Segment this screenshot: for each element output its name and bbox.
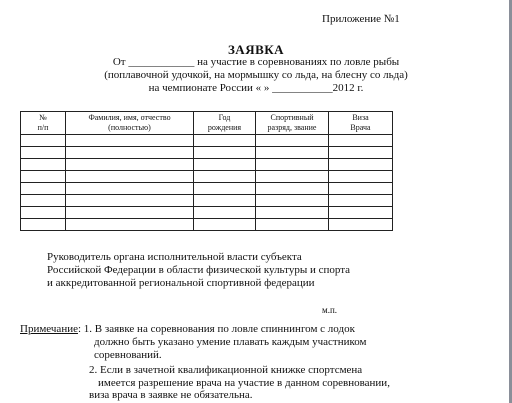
note-item-1-line-1 [20, 323, 355, 335]
note-item-2-line-3: виза врача в заявке не обязательна. [89, 389, 253, 401]
table-row [21, 135, 393, 147]
signature-line-1: Руководитель органа исполнительной власти субъекта [47, 251, 302, 263]
table-row [21, 195, 393, 207]
column-header-full-name: Фамилия, имя, отчество (полностью) [66, 112, 194, 135]
column-header-number: № п/п [21, 112, 66, 135]
column-header-doctor-visa: Виза Врача [329, 112, 393, 135]
note-item-2-line-2: имеется разрешение врача на участие в данном соревновании, [98, 377, 390, 389]
note-label: Примечание [20, 323, 78, 335]
table-header-row [21, 112, 393, 135]
table-row [21, 147, 393, 159]
table-row [21, 171, 393, 183]
stamp-place-label: м.п. [322, 305, 338, 315]
signature-line-3: и аккредитованной региональной спортивной федерации [47, 277, 315, 289]
column-header-sport-rank: Спортивный разряд, звание [256, 112, 329, 135]
header-line-2: (поплавочной удочкой, на мормышку со льда, на блесну со льда) [104, 69, 408, 81]
header-line-3: на чемпионате России « » ___________2012 г. [148, 82, 364, 94]
table-row [21, 183, 393, 195]
table-row [21, 207, 393, 219]
note-item-1-line-2: должно быть указано умение плавать каждым участником [94, 336, 367, 348]
document-title: ЗАЯВКА [227, 42, 285, 57]
column-header-birth-year: Год рождения [194, 112, 256, 135]
header-line-1: От ____________ на участие в соревнованиях по ловле рыбы [112, 56, 400, 68]
appendix-label: Приложение №1 [322, 13, 400, 25]
application-table [20, 111, 393, 231]
table-row [21, 159, 393, 171]
note-item-2-line-1: 2. Если в зачетной квалификационной книжке спортсмена [89, 364, 363, 376]
note-item-1-line-3: соревнований. [94, 349, 162, 361]
table-row [21, 219, 393, 231]
note-item-1-text: : 1. В заявке на соревнования по ловле спиннингом с лодок [77, 323, 355, 335]
signature-line-2: Российской Федерации в области физической культуры и спорта [47, 264, 351, 276]
